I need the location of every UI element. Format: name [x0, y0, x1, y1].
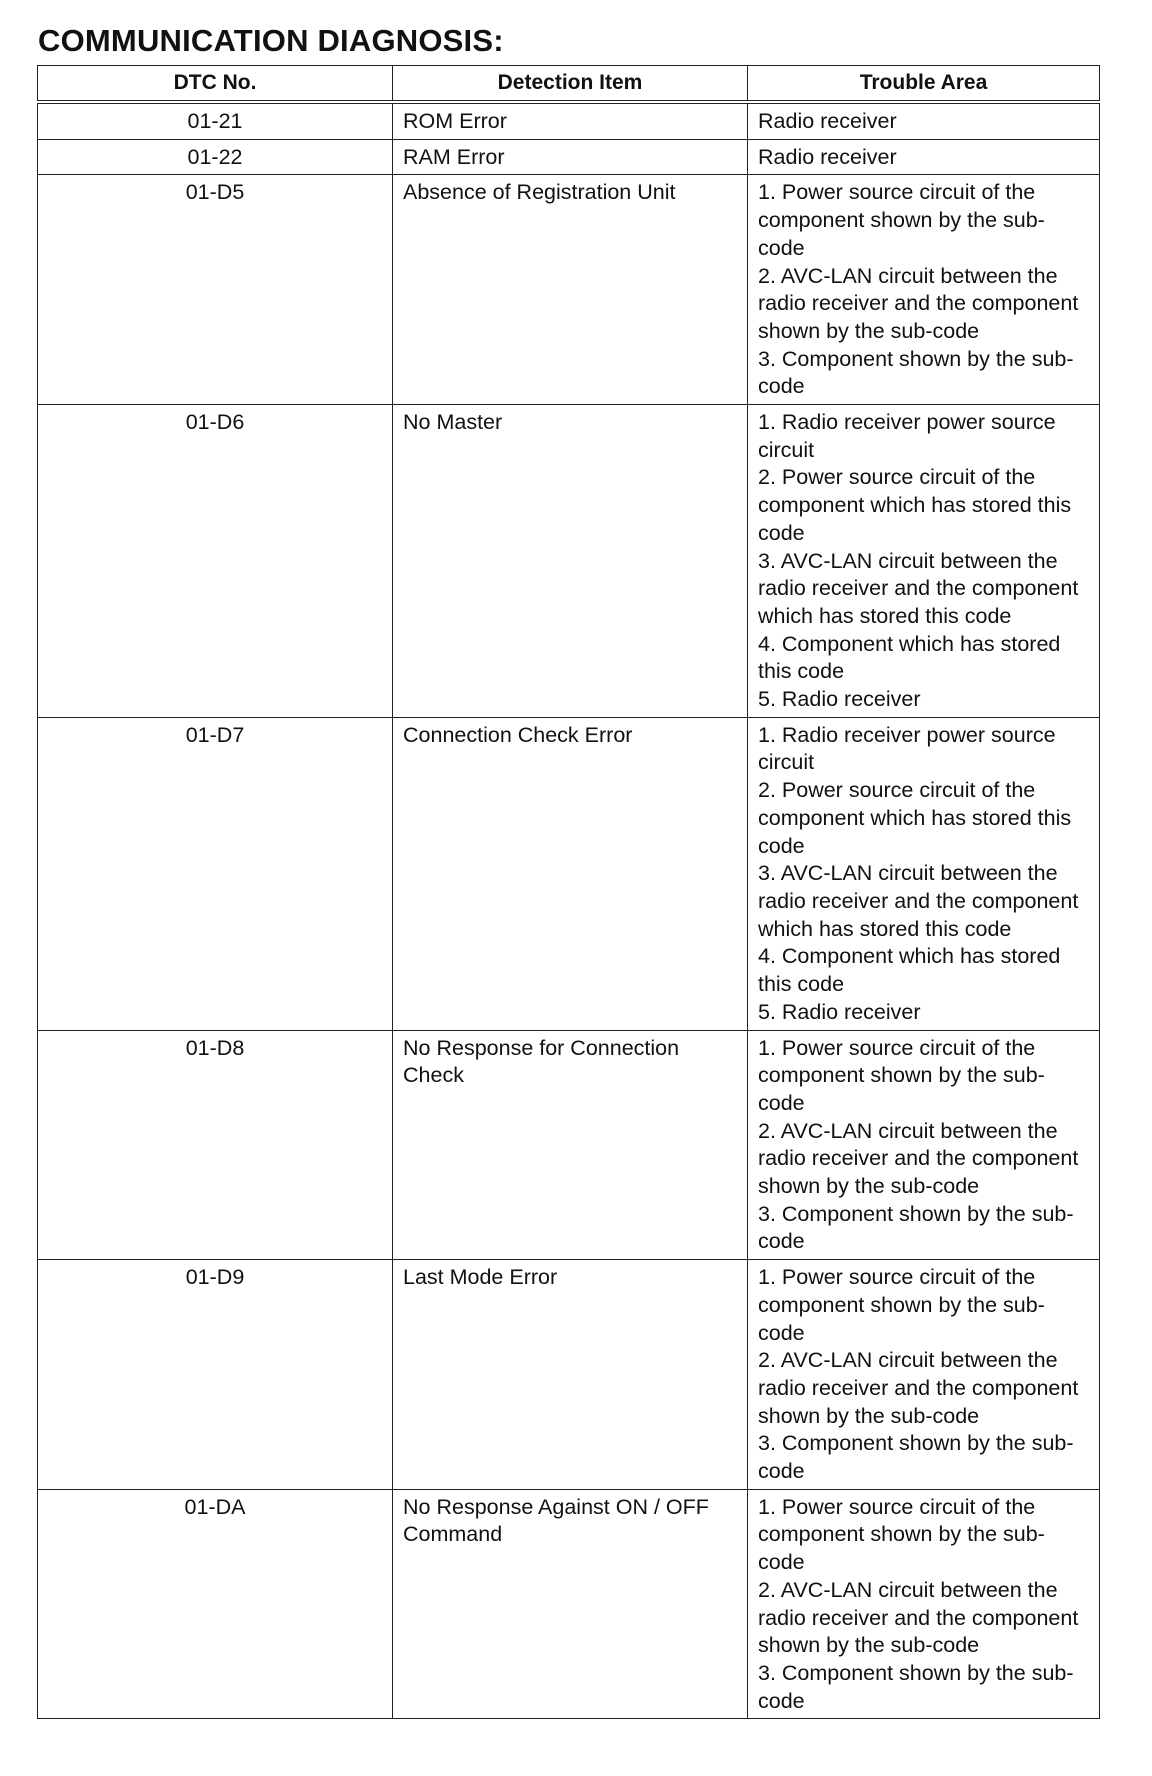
table-header-row [38, 66, 1100, 103]
detection-item-cell: RAM Error [393, 139, 748, 175]
trouble-area-line: component shown by the sub- [758, 1292, 1045, 1317]
trouble-area-line: code [758, 833, 805, 858]
trouble-area-line: shown by the sub-code [758, 1174, 980, 1199]
trouble-area-line: code [758, 1550, 805, 1575]
trouble-area-line: code [758, 1090, 805, 1115]
trouble-area-line: Radio receiver [758, 109, 897, 133]
trouble-area-line: 2. AVC-LAN circuit between the [758, 1118, 1058, 1143]
trouble-area-line: code [758, 1229, 805, 1254]
trouble-area-line: 2. Power source circuit of the [758, 465, 1036, 490]
header-trouble-area: Trouble Area [748, 66, 1100, 103]
detection-item-cell: No Response Against ON / OFF Command [393, 1489, 748, 1719]
trouble-area-line: component shown by the sub- [758, 208, 1045, 233]
trouble-area-cell [748, 139, 1100, 175]
trouble-area-cell [748, 175, 1100, 405]
trouble-area-line: radio receiver and the component [758, 291, 1079, 316]
trouble-area-line: 1. Power source circuit of the [758, 1494, 1036, 1519]
detection-item-cell: Last Mode Error [393, 1260, 748, 1490]
trouble-area-line: Radio receiver [758, 144, 897, 169]
trouble-area-cell [748, 717, 1100, 1030]
trouble-area-line: which has stored this code [758, 916, 1012, 941]
table-row [38, 139, 1100, 175]
dtc-number-cell: 01-22 [38, 139, 393, 175]
dtc-number-cell: 01-D6 [38, 405, 393, 718]
header-dtc-no: DTC No. [38, 66, 393, 103]
trouble-area-line: this code [758, 659, 845, 684]
trouble-area-line: 1. Radio receiver power source [758, 722, 1056, 747]
trouble-area-line: radio receiver and the component [758, 888, 1079, 913]
trouble-area-line: component which has stored this [758, 805, 1072, 830]
trouble-area-line: radio receiver and the component [758, 1146, 1079, 1171]
table-body [38, 102, 1100, 1719]
dtc-number-cell: 01-DA [38, 1489, 393, 1719]
trouble-area-line: 3. Component shown by the sub- [758, 1201, 1074, 1226]
trouble-area-line: 3. Component shown by the sub- [758, 1431, 1074, 1456]
table-row [38, 717, 1100, 1030]
detection-item-cell: Connection Check Error [393, 717, 748, 1030]
dtc-table-container [37, 65, 1099, 1719]
trouble-area-cell [748, 1489, 1100, 1719]
header-detection-item: Detection Item [393, 66, 748, 103]
trouble-area-line: 1. Power source circuit of the [758, 1035, 1036, 1060]
trouble-area-line: 1. Power source circuit of the [758, 180, 1036, 205]
detection-item-cell: No Response for Connection Check [393, 1030, 748, 1260]
trouble-area-line: code [758, 374, 805, 399]
table-row [38, 1489, 1100, 1719]
trouble-area-line: shown by the sub-code [758, 1403, 980, 1428]
trouble-area-line: radio receiver and the component [758, 576, 1079, 601]
trouble-area-line: 4. Component which has stored [758, 944, 1061, 969]
table-row [38, 175, 1100, 405]
detection-item-cell: ROM Error [393, 102, 748, 139]
trouble-area-line: 3. Component shown by the sub- [758, 1660, 1074, 1685]
trouble-area-line: circuit [758, 750, 815, 775]
detection-item-cell: Absence of Registration Unit [393, 175, 748, 405]
trouble-area-line: shown by the sub-code [758, 318, 980, 343]
dtc-number-cell: 01-D9 [38, 1260, 393, 1490]
trouble-area-line: code [758, 1459, 805, 1484]
trouble-area-line: 3. AVC-LAN circuit between the [758, 548, 1058, 573]
trouble-area-line: 2. Power source circuit of the [758, 778, 1036, 803]
trouble-area-line: component which has stored this [758, 493, 1072, 518]
trouble-area-line: 5. Radio receiver [758, 999, 921, 1024]
trouble-area-cell [748, 102, 1100, 139]
trouble-area-line: 5. Radio receiver [758, 687, 921, 712]
trouble-area-line: 2. AVC-LAN circuit between the [758, 263, 1058, 288]
trouble-area-line: 2. AVC-LAN circuit between the [758, 1348, 1058, 1373]
trouble-area-line: code [758, 1688, 805, 1713]
trouble-area-line: code [758, 235, 805, 260]
table-row [38, 1030, 1100, 1260]
trouble-area-cell [748, 1260, 1100, 1490]
trouble-area-line: 3. Component shown by the sub- [758, 346, 1074, 371]
trouble-area-line: component shown by the sub- [758, 1522, 1045, 1547]
dtc-number-cell: 01-D7 [38, 717, 393, 1030]
trouble-area-line: radio receiver and the component [758, 1605, 1079, 1630]
trouble-area-line: component shown by the sub- [758, 1063, 1045, 1088]
trouble-area-line: 1. Radio receiver power source [758, 410, 1056, 435]
table-row [38, 102, 1100, 139]
table-row [38, 1260, 1100, 1490]
dtc-table [37, 65, 1100, 1719]
dtc-number-cell: 01-D5 [38, 175, 393, 405]
trouble-area-line: 2. AVC-LAN circuit between the [758, 1577, 1058, 1602]
trouble-area-line: circuit [758, 437, 815, 462]
page-title: COMMUNICATION DIAGNOSIS: [38, 23, 504, 58]
dtc-number-cell: 01-21 [38, 102, 393, 139]
trouble-area-line: 4. Component which has stored [758, 631, 1061, 656]
detection-item-cell: No Master [393, 405, 748, 718]
trouble-area-line: this code [758, 972, 845, 997]
trouble-area-line: which has stored this code [758, 603, 1012, 628]
trouble-area-line: shown by the sub-code [758, 1633, 980, 1658]
trouble-area-line: code [758, 520, 805, 545]
trouble-area-line: 3. AVC-LAN circuit between the [758, 861, 1058, 886]
trouble-area-line: radio receiver and the component [758, 1375, 1079, 1400]
trouble-area-line: code [758, 1320, 805, 1345]
trouble-area-cell [748, 405, 1100, 718]
table-row [38, 405, 1100, 718]
dtc-number-cell: 01-D8 [38, 1030, 393, 1260]
trouble-area-cell [748, 1030, 1100, 1260]
trouble-area-line: 1. Power source circuit of the [758, 1265, 1036, 1290]
